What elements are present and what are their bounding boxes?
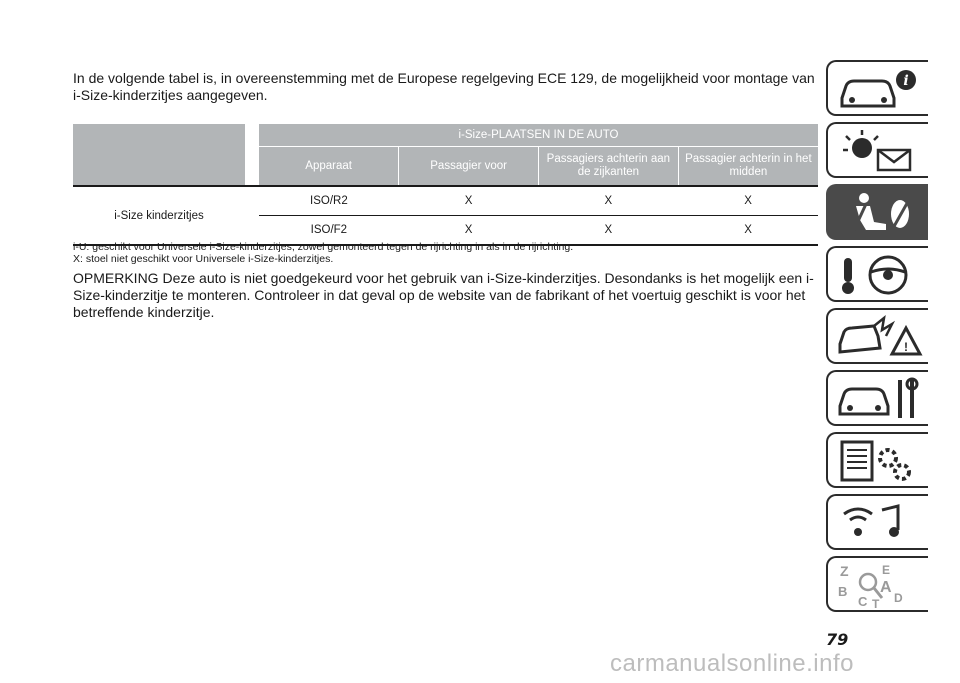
car-info-icon (834, 66, 924, 112)
tab-technical-data[interactable] (826, 432, 928, 488)
cell-front: X (399, 186, 539, 216)
tab-index[interactable] (826, 556, 928, 612)
intro-paragraph: In de volgende tabel is, in overeenstemming met de Europese regelgeving ECE 129, de mogelijkheid voor montage van i-Size-kinderzitjes aangegeven. (73, 70, 815, 103)
note-x: X: stoel niet geschikt voor Universele i-Size-kinderzitjes. (73, 253, 334, 265)
tab-emergency[interactable] (826, 308, 928, 364)
multimedia-icon (834, 500, 924, 546)
row-label: i-Size kinderzitjes (73, 186, 245, 245)
index-letter: C (858, 594, 868, 608)
column-header-device: Apparaat (259, 147, 399, 186)
table-group-header: i-Size-PLAATSEN IN DE AUTO (259, 124, 818, 147)
page-number: 79 (826, 630, 849, 649)
index-letter: A (880, 579, 892, 596)
tab-multimedia[interactable] (826, 494, 928, 550)
cell-device: ISO/R2 (259, 186, 399, 216)
column-header-rear-sides: Passagiers achterin aan de zijkanten (539, 147, 679, 186)
cell-device: ISO/F2 (259, 216, 399, 246)
cell-rear-sides: X (539, 186, 679, 216)
svg-text:!: ! (904, 340, 908, 354)
remark-paragraph: OPMERKING Deze auto is niet goedgekeurd voor het gebruik van i-Size-kinderzitjes. Desondanks is het mogelijk een i-Size-kinderzitje te monteren. Controleer in dat geval op de website van de fabrikant of het voertuig geschikt is voor het betreffende kinderzitje. (73, 270, 814, 320)
cell-rear-sides: X (539, 216, 679, 246)
table-notes (73, 241, 818, 265)
tab-maintenance[interactable] (826, 370, 928, 426)
index-letter: B (838, 584, 848, 599)
car-maintenance-icon (834, 376, 924, 422)
index-letter: D (894, 591, 903, 605)
technical-data-icon (834, 438, 924, 484)
cell-rear-middle: X (678, 186, 818, 216)
table-header-blank (73, 124, 245, 185)
tab-safety[interactable] (826, 184, 928, 240)
cell-rear-middle: X (678, 216, 818, 246)
tab-warning-lights[interactable] (826, 122, 928, 178)
svg-text:i: i (903, 73, 909, 89)
key-steering-wheel-icon (834, 252, 924, 298)
tab-car-info[interactable] (826, 60, 928, 116)
table-row (73, 186, 818, 216)
watermark: carmanualsonline.info (610, 650, 854, 677)
note-iu: i-U: geschikt voor Universele i-Size-kinderzitjes, zowel gemonteerd tegen de rijrichting in als in de rijrichting. (73, 241, 574, 253)
alphabetical-index-icon (834, 562, 924, 608)
warning-light-message-icon (834, 128, 924, 174)
column-header-front-passenger: Passagier voor (399, 147, 539, 186)
car-crash-icon (834, 314, 924, 360)
tab-starting-driving[interactable] (826, 246, 928, 302)
index-letter: Z (840, 563, 849, 579)
isize-seating-table (73, 124, 818, 246)
cell-front: X (399, 216, 539, 246)
index-letter: T (872, 597, 880, 608)
column-header-rear-middle: Passagier achterin in het midden (678, 147, 818, 186)
index-letter: E (882, 563, 891, 577)
seat-airbag-icon (834, 190, 924, 236)
